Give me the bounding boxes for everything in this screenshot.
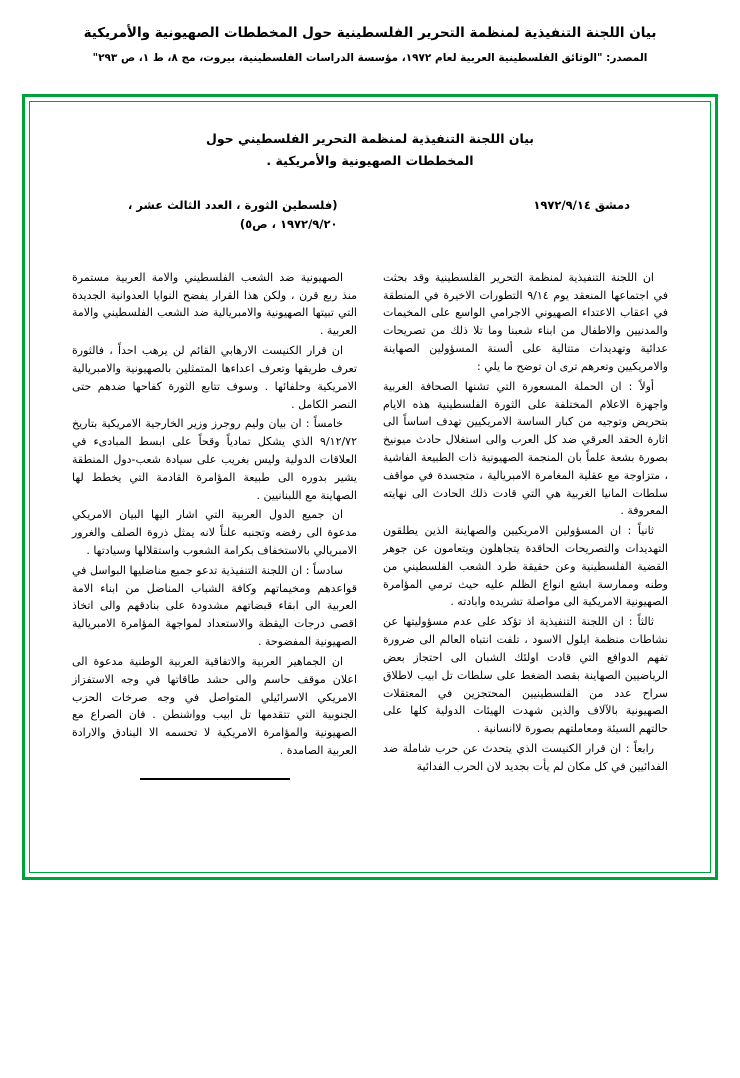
paragraph: خامساً : ان بيان وليم روجرز وزير الخارجية الامريكية بتاريخ ٩/١٢/٧٢ الذي يشكل تمادياً وقحاً على ابسط المبادىء في العلاقات الدولية وليس بغريب على سيادة شعب-دول المنطقة يشير بدوره الى طبيعة المؤامرة القادمة التي يخطط لها الصهاينة مع اللبنانيين . bbox=[72, 417, 357, 502]
document-columns bbox=[64, 269, 676, 780]
paragraph: الصهيونية ضد الشعب الفلسطيني والامة العربية مستمرة منذ ربع قرن ، ولكن هذا القرار يفضح النوايا العدوانية الجديدة التي تبيتها الصهيونية والامبريالية ضد الشعب الفلسطيني والامة العربية . bbox=[72, 270, 357, 338]
document-meta bbox=[64, 196, 676, 235]
paragraph: ان اللجنة التنفيذية لمنظمة التحرير الفلسطينية وقد بحثت في اجتماعها المنعقد يوم ٩/١٤ التطورات الاخيرة في المنطقة في اعقاب الاعتداء الصهيوني الاجرامي الواسع على المخيمات والمدنيين والاطفال من ابناء شعبنا وما تلا ذلك من تصريحات عدائية وتهديدات متتالية على ألسنة المسؤولين الصهاينة والامريكيين وتعرهم ترى ان توضح ما يلي : bbox=[383, 270, 668, 373]
paragraph: ان قرار الكنيست الارهابي القائم لن يرهب احداً ، فالثورة تعرف طريقها وتعرف اعداءها المتمثلين بالصهيونية والامبريالية الامريكية وحلفائها . وسوف تتابع الثورة كفاحها ضدهم حتى النصر الكامل . bbox=[72, 344, 357, 411]
document-reference-line-2: ١٩٧٢/٩/٢٠ ، ص٥) bbox=[239, 217, 338, 232]
column-left bbox=[72, 269, 357, 780]
document-reference-line-1: (فلسطين الثورة ، العدد الثالث عشر ، bbox=[128, 197, 338, 212]
document-frame bbox=[22, 94, 718, 880]
column-right bbox=[383, 269, 668, 780]
paragraph: ثالثاً : ان اللجنة التنفيذية اذ تؤكد على عدم مسؤوليتها عن نشاطات منظمة ايلول الاسود ، تلفت انتباه العالم الى ضرورة تفهم الدوافع التي قادت اولئك الشبان الى احتجاز بعض الرياضيين الصهاينة بقصد الضغط على سلطات تل ابيب لاطلاق سراح عدد من الفلسطينيين المحتجزين في المعتقلات الصهيونية بالآلاف والذين شهدت الهيئات الدولية كلها على حالتهم السيئة ومعاملتهم بصورة لاانسانية . bbox=[383, 615, 668, 736]
document-heading: بيان اللجنة التنفيذية لمنظمة التحرير الفلسطيني حول المخططات الصهيونية والأمريكية . bbox=[206, 131, 534, 168]
source-citation: المصدر: "الوثائق الفلسطينية العربية لعام ١٩٧٢، مؤسسة الدراسات الفلسطينية، بيروت، مج ٨، ط ١، ص ٢٩٣" bbox=[92, 51, 648, 64]
paragraph: ان جميع الدول العربية التي اشار اليها البيان الامريكي مدعوة الى رفضه وتجنبه علناً لانه يمثل ذروة الصلف والغرور الامبريالي بالاستخفاف بكرامة الشعوب واستقلالها وسيادتها . bbox=[72, 508, 357, 558]
section-divider-wrap bbox=[72, 778, 357, 780]
section-divider bbox=[140, 778, 290, 780]
page-title: بيان اللجنة التنفيذية لمنظمة التحرير الفلسطينية حول المخططات الصهيونية والأمريكية bbox=[83, 25, 657, 41]
paragraph: رابعاً : ان قرار الكنيست الذي يتحدث عن حرب شاملة ضد الفدائيين في كل مكان لم يأت بجديد لان الحرب الفدائية bbox=[383, 741, 668, 773]
document-date: دمشق ١٩٧٢/٩/١٤ bbox=[533, 197, 630, 212]
page-header bbox=[0, 0, 740, 64]
document-reference bbox=[128, 196, 338, 235]
paragraph: سادساً : ان اللجنة التنفيذية تدعو جميع مناضليها البواسل في قواعدهم ومخيماتهم وكافة الشباب المناضل من ابناء الامة العربية الى ابقاء قبضاتهم مشدودة على بنادقهم والى اتخاذ اقصى درجات اليقظة والاستعداد لمواجهة المؤامرة الامبريالية الصهيونية المفضوحة . bbox=[72, 563, 357, 649]
paragraph: ان الجماهير العربية والاتفاقية العربية الوطنية مدعوة الى اعلان موقف حاسم والى حشد طاقاتها في وجه الاستفزاز الامريكي الاسرائيلي المتواصل في وجه صرخات الحزب الجنوبية التي تتقدمها تل ابيب وواشنطن . فان الصراع مع الصهيونية والمؤامرة الامريكية لا تحسمه الا البنادق والارادة العربية الصامدة . bbox=[72, 654, 357, 757]
document-content bbox=[30, 102, 710, 872]
document-frame-inner bbox=[29, 101, 711, 873]
paragraph: أولاً : ان الحملة المسعورة التي تشنها الصحافة الغربية واجهزة الاعلام المختلفة على الثورة الفلسطينية هذه الايام بتحريض وتوجيه من كبار الساسة الامريكيين تهدف اساساً الى اثارة الحقد العرقي ضد كل العرب والى استغلال حادث ميونيخ بصورة بشعة علماً بان المنجمة الصهيونية ذات الطبيعة الفاشية ، متزاوجة مع عقلية المغامرة الامبريالية ، متجسدة في مواقف سلطات المانيا الغربية هي التي قادت ذلك الحادث الى نهايته المعروفة . bbox=[383, 379, 668, 518]
paragraph: ثانياً : ان المسؤولين الامريكيين والصهاينة الذين يطلقون التهديدات والتصريحات الحاقدة يتجاهلون ويتعامون عن جوهر القضية الفلسطينية وعن حقيقة طرد الشعب الفلسطيني من وطنه وممارسة ابشع انواع الظلم عليه حيث ترمي المؤامرة الصهيونية الامريكية الى مواصلة تشريده وابادته . bbox=[383, 524, 668, 609]
